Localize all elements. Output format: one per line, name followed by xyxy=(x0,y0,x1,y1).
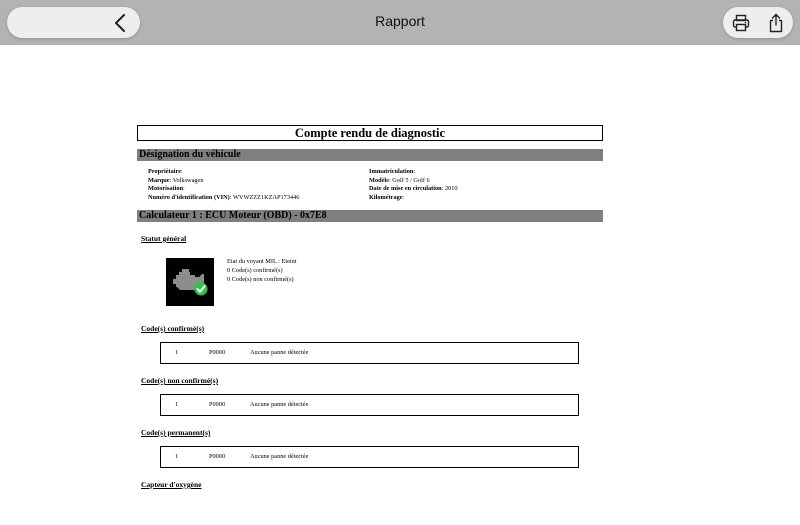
confirmed-codes-title: Code(s) confirmé(s) xyxy=(141,324,205,333)
unconfirmed-codes-title: Code(s) non confirmé(s) xyxy=(141,376,219,385)
fault-description: Aucune panne détectée xyxy=(250,453,309,460)
code-index: 1 xyxy=(175,453,179,460)
unconfirmed-count: 0 Code(s) non confirmé(s) xyxy=(227,275,294,283)
report-title: Compte rendu de diagnostic xyxy=(137,125,603,141)
actions-pill xyxy=(723,7,793,38)
vehicle-info-right xyxy=(369,168,458,202)
share-button[interactable] xyxy=(758,7,793,38)
toolbar xyxy=(0,0,800,45)
code-index: 1 xyxy=(175,349,179,356)
engine-field: Motorisation: xyxy=(148,185,185,192)
printer-icon xyxy=(732,14,750,32)
unconfirmed-codes-row xyxy=(160,394,579,416)
ecu-section-heading: Calculateur 1 : ECU Moteur (OBD) - 0x7E8 xyxy=(137,210,603,222)
model-field: Modèle: Golf 5 / Golf 6 xyxy=(369,176,430,184)
fault-description: Aucune panne détectée xyxy=(250,349,309,356)
report-document xyxy=(137,125,603,489)
fault-code: P0000 xyxy=(209,401,226,408)
mileage-field: Kilométrage: xyxy=(369,193,405,201)
status-title: Statut général xyxy=(141,234,187,243)
vin-field: Numéro d'identification (VIN): WVWZZZ1KZAP173446 xyxy=(148,193,300,201)
engine-status-image xyxy=(166,258,214,306)
status-details xyxy=(227,258,297,284)
engine-check-icon xyxy=(166,258,214,306)
print-button[interactable] xyxy=(723,7,758,38)
fault-code: P0000 xyxy=(209,453,226,460)
page-title: Rapport xyxy=(375,13,425,29)
owner-field: Propriétaire: xyxy=(148,168,183,175)
registration-field: Immatriculation: xyxy=(369,168,416,175)
permanent-codes-title: Code(s) permanent(s) xyxy=(141,428,211,437)
permanent-codes-row xyxy=(160,446,579,468)
code-index: 1 xyxy=(175,401,179,408)
confirmed-count: 0 Code(s) confirmé(s) xyxy=(227,266,283,274)
share-icon xyxy=(767,13,785,33)
fault-code: P0000 xyxy=(209,349,226,356)
fault-description: Aucune panne détectée xyxy=(250,401,309,408)
first-registration-field: Date de mise en circulation: 2010 xyxy=(369,185,458,192)
oxygen-sensor-title: Capteur d'oxygène xyxy=(141,480,202,489)
vehicle-info-left xyxy=(148,168,299,202)
vehicle-section-heading: Désignation du véhicule xyxy=(137,149,603,161)
brand-field: Marque: Volkswagen xyxy=(148,176,204,184)
mil-status: Etat du voyant MIL : Eteint xyxy=(227,258,297,265)
confirmed-codes-row xyxy=(160,342,579,364)
